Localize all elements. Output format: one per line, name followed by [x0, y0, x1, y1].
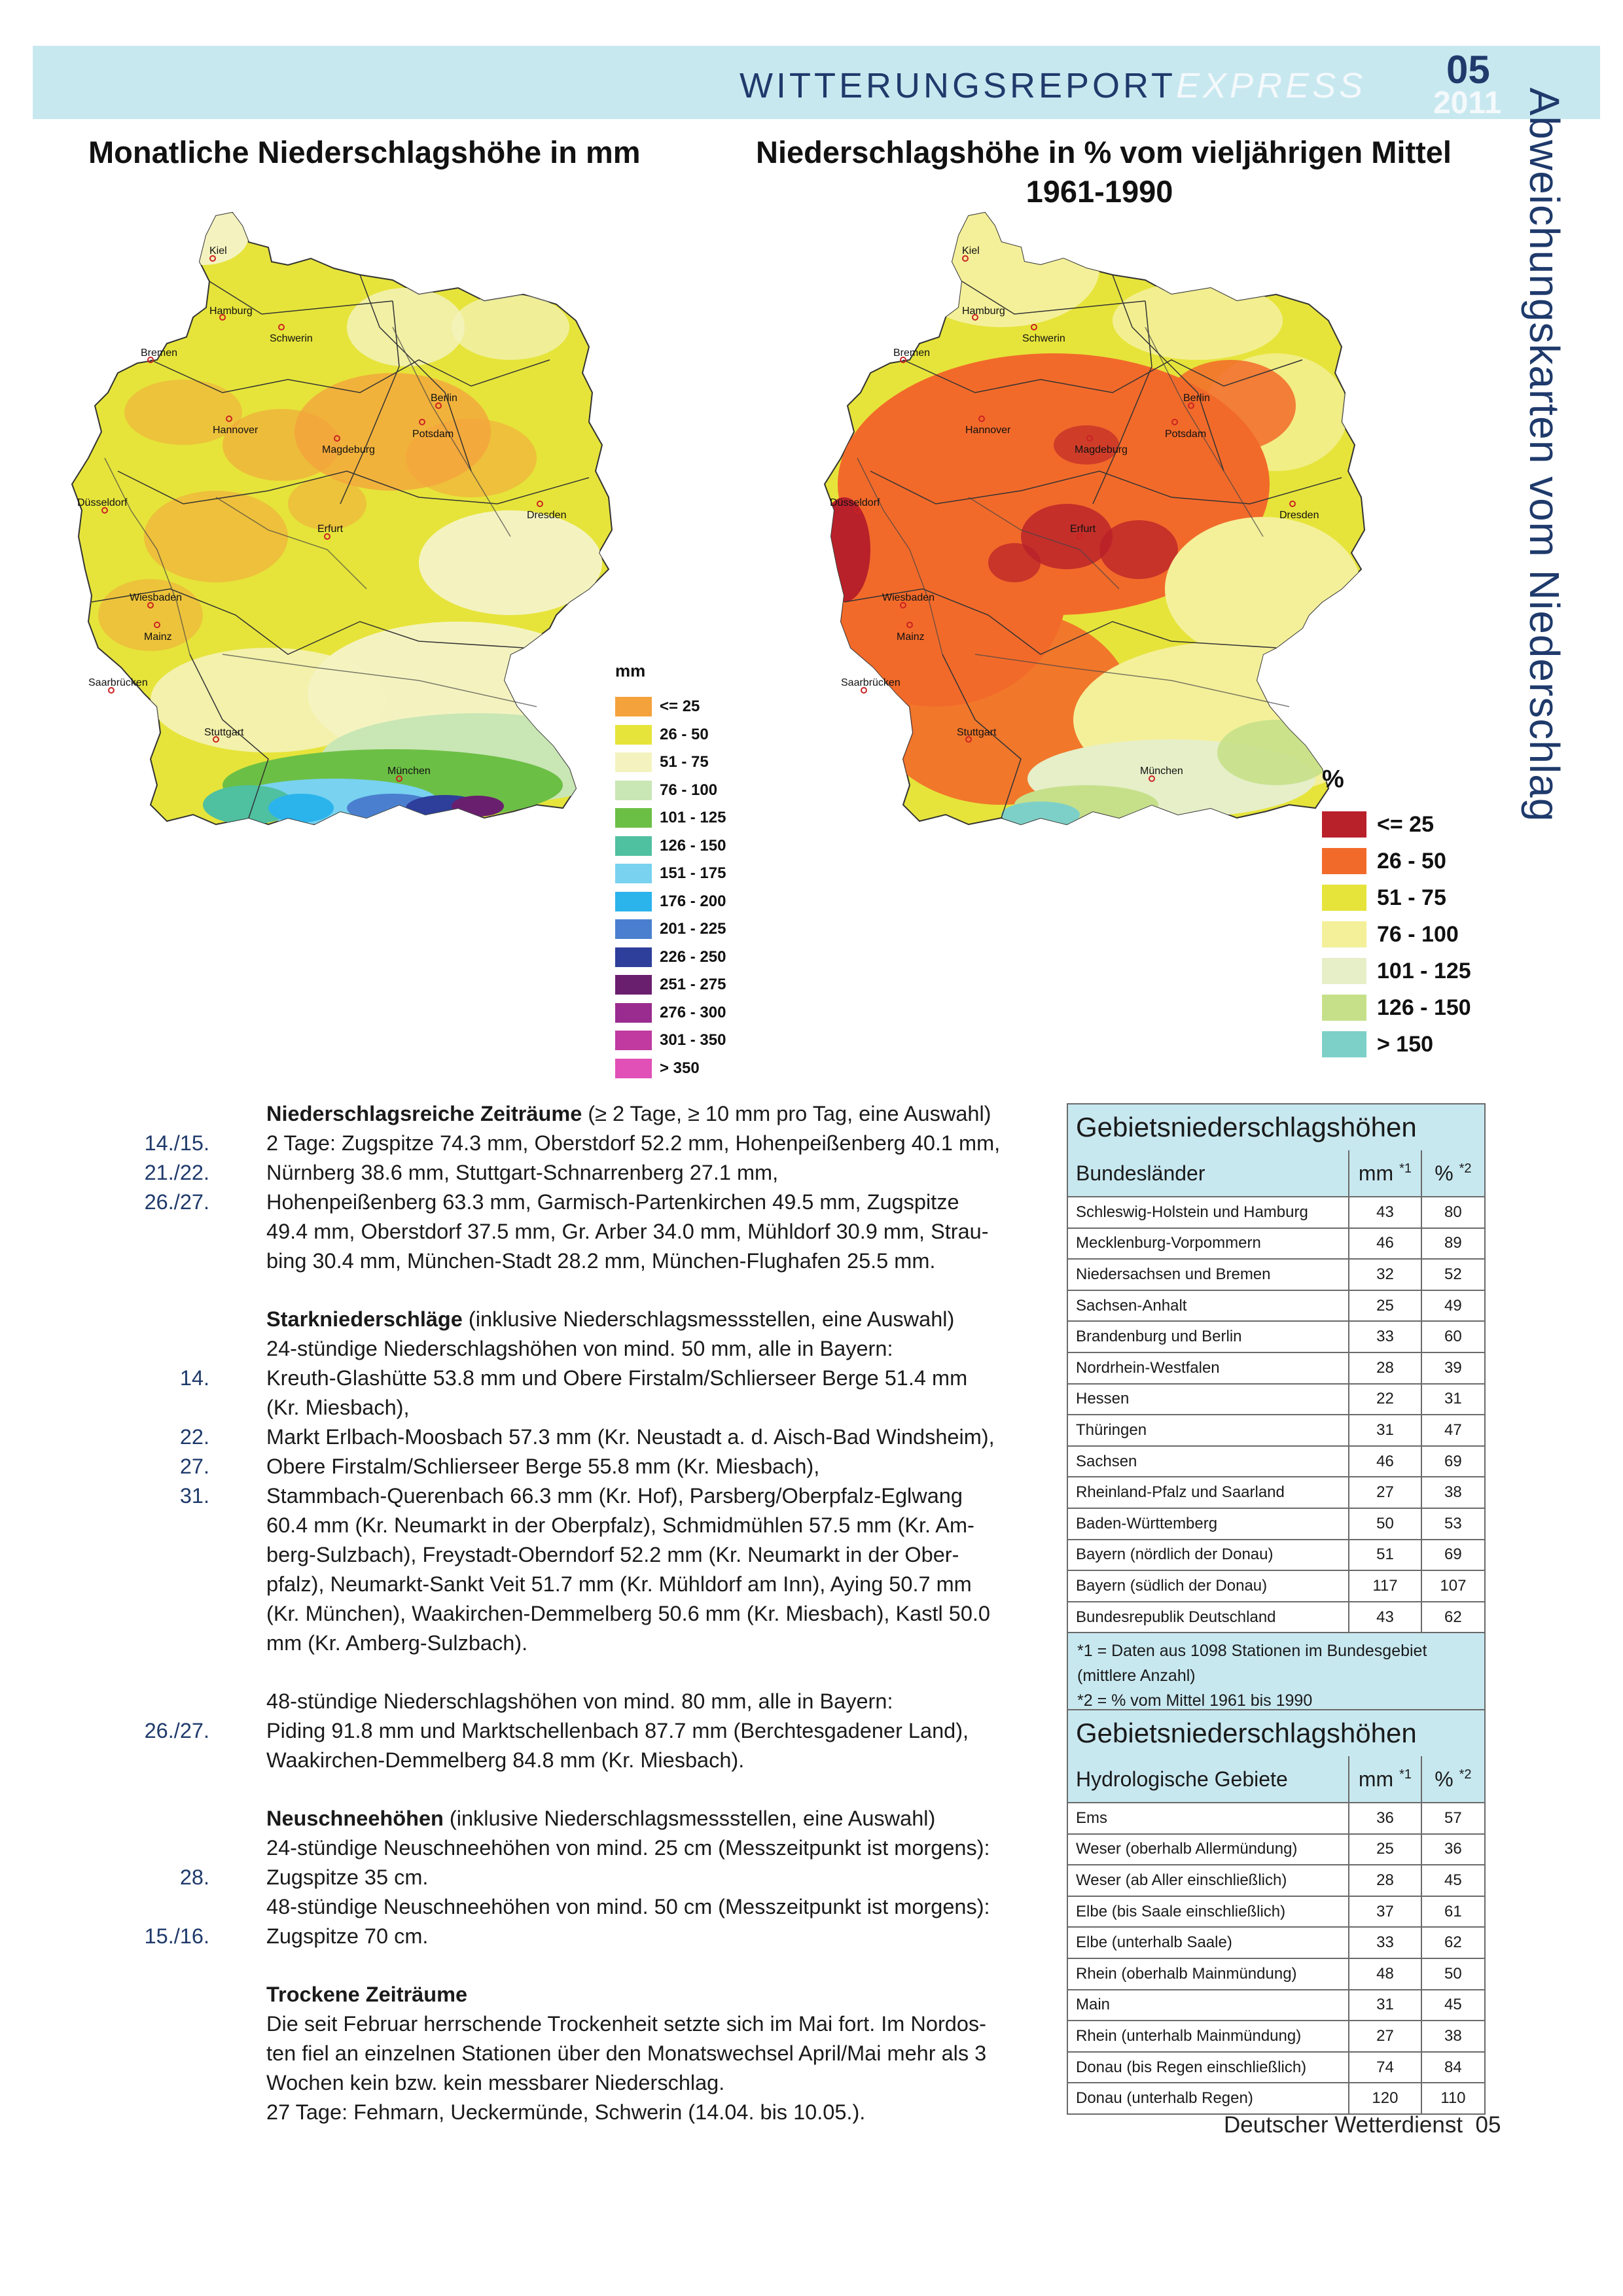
svg-text:Düsseldorf: Düsseldorf — [830, 497, 880, 508]
row-pct: 38 — [1421, 1477, 1485, 1508]
svg-text:Kiel: Kiel — [962, 245, 980, 256]
legend-swatch — [1322, 848, 1366, 874]
legend-swatch — [615, 1031, 652, 1050]
svg-text:Saarbrücken: Saarbrücken — [841, 677, 901, 688]
row-pct: 89 — [1421, 1228, 1485, 1260]
legend-item — [1322, 885, 1446, 911]
legend-item — [1322, 995, 1471, 1021]
table-row — [1067, 2021, 1485, 2052]
table2-col-pct: % $^{*2}$ — [1421, 1756, 1485, 1803]
row-label: Donau (bis Regen einschließlich) — [1067, 2052, 1349, 2083]
legend-item — [615, 919, 726, 939]
row-label: Weser (ab Aller einschließlich) — [1067, 1865, 1349, 1896]
legend-swatch — [615, 725, 652, 745]
row-label: Rhein (unterhalb Mainmündung) — [1067, 2021, 1349, 2052]
table-row — [1067, 1321, 1485, 1352]
legend-item — [615, 947, 726, 967]
legend-swatch — [615, 752, 652, 772]
legend-label: 176 - 200 — [660, 892, 726, 910]
table-row — [1067, 1834, 1485, 1865]
row-pct: 69 — [1421, 1540, 1485, 1571]
row-mm: 27 — [1349, 1477, 1421, 1508]
legend-item — [615, 864, 726, 883]
row-pct: 50 — [1421, 1958, 1485, 1990]
svg-text:Düsseldorf: Düsseldorf — [77, 497, 128, 508]
row-label: Elbe (unterhalb Saale) — [1067, 1927, 1349, 1958]
legend-mm-unit: mm — [615, 661, 646, 680]
row-mm: 33 — [1349, 1927, 1421, 1958]
row-pct: 47 — [1421, 1415, 1485, 1446]
legend-label: 226 - 250 — [660, 947, 726, 966]
row-mm: 46 — [1349, 1228, 1421, 1260]
precipitation-mm-map — [52, 196, 641, 851]
row-label: Sachsen-Anhalt — [1067, 1290, 1349, 1322]
row-mm: 50 — [1349, 1508, 1421, 1540]
svg-text:Erfurt: Erfurt — [317, 523, 344, 535]
svg-text:Mainz: Mainz — [144, 631, 172, 643]
legend-label: 276 - 300 — [660, 1003, 726, 1021]
row-pct: 53 — [1421, 1508, 1485, 1540]
legend-item — [615, 836, 726, 856]
row-label: Bundesrepublik Deutschland — [1067, 1602, 1349, 1633]
row-mm: 120 — [1349, 2083, 1421, 2114]
legend-label: 51 - 75 — [1377, 885, 1446, 910]
svg-text:Hamburg: Hamburg — [209, 306, 253, 317]
svg-text:Bremen: Bremen — [893, 347, 931, 359]
svg-text:Hannover: Hannover — [965, 425, 1011, 436]
svg-text:Potsdam: Potsdam — [1165, 429, 1207, 440]
row-mm: 74 — [1349, 2052, 1421, 2083]
side-title: Abweichungskarten vom Niederschlag — [1521, 87, 1568, 822]
svg-text:Hannover: Hannover — [213, 425, 259, 436]
svg-text:Magdeburg: Magdeburg — [322, 444, 375, 455]
table-row — [1067, 1446, 1485, 1477]
legend-item — [1322, 1031, 1433, 1057]
legend-item — [615, 1059, 700, 1078]
table1-col-label: Bundesländer — [1067, 1150, 1349, 1197]
legend-label: 26 - 50 — [1377, 848, 1446, 874]
legend-item — [1322, 811, 1434, 838]
table-row — [1067, 1570, 1485, 1602]
body-text: Niederschlagsreiche Zeiträume (≥ 2 Tage, ≥ 10 mm pro Tag, eine Auswahl) 14./15. 2 Tage: Zugspitze 74.3 mm, Oberstdorf 52.2 mm, Hohenpeißenberg 40.1 mm, 21./22. Nürnberg 38.6 mm, Stuttgart-Schnarrenberg 27.1 mm, 26./27. Hohenpeißenberg 63.3 mm, Garmisch-Partenkirchen 49.5 mm, Zugspitze 49.4 mm, Oberstdorf 37.5 mm, Gr. Arber 34.0 mm, Mühldorf 30.9 mm, Strau- bing 30.4 mm, München-Stadt 28.2 mm, München-Flughafen 25.5 mm. Starkniederschläge (inklusive Niederschlagsmessstellen, eine Auswahl) 24-stündige Niederschlagshöhen von mind. 50 mm, alle in Bayern: 14. Kreuth-Glashütte 53.8 mm und Obere Firstalm/Schlierseer Berge 51.4 mm (Kr. Miesbach), 22. Markt Erlbach-Moosbach 57.3 mm (Kr. Neustadt a. d. Aisch-Bad Windsheim), 27. Obere Firstalm/Schlierseer Berge 55.8 mm (Kr. Miesbach), 31. Stammbach-Querenbach 66.3 mm (Kr. Hof), Parsberg/Oberpfalz-Eglwang 60.4 mm (Kr. Neumarkt in der Oberpfalz), Schmidmühlen 57.5 mm (Kr. Am- berg-Sulzbach), Freystadt-Oberndorf 52.2 mm (Kr. Neumarkt in der Ober- pfalz), Neumarkt-Sankt Veit 51.7 mm (Kr. Mühldorf am Inn), Aying 50.7 mm (Kr. München), Waakirchen-Demmelberg 50.6 mm (Kr. Miesbach), Kastl 50.0 mm (Kr. Amberg-Sulzbach). 48-stündige Niederschlagshöhen von mind. 80 mm, alle in Bayern: 26./27. Piding 91.8 mm und Marktschellenbach 87.7 mm (Berchtesgadener Land), Waakirchen-Demmelberg 84.8 mm (Kr. Miesbach). Neuschneehöhen (inklusive Niederschlagsmessstellen, eine Auswahl) 24-stündige Neuschneehöhen von mind. 25 cm (Messzeitpunkt ist morgens): 28. Zugspitze 35 cm. 48-stündige Neuschneehöhen von mind. 50 cm (Messzeitpunkt ist morgens): 15./16. Zugspitze 70 cm. Trockene Zeiträume Die seit Februar herrschende Trockenheit setzte sich im Mai fort. Im Nordos- ten fiel an einzelnen Stationen über den Monatswechsel April/Mai mehr als 3 Wochen kein bzw. kein messbarer Niederschlag. 27 Tage: Fehmarn, Ueckermünde, Schwerin (14.04. bis 10.05.). — [144, 1102, 1001, 2124]
legend-item — [615, 1003, 726, 1023]
row-pct: 62 — [1421, 1602, 1485, 1633]
row-label: Schleswig-Holstein und Hamburg — [1067, 1197, 1349, 1228]
page-footer: Deutscher Wetterdienst 05 — [1224, 2112, 1501, 2138]
svg-text:Dresden: Dresden — [1279, 510, 1319, 521]
row-pct: 107 — [1421, 1570, 1485, 1602]
legend-label: 151 - 175 — [660, 864, 726, 882]
right-map-title: Niederschlagshöhe in % vom vieljährigen Mittel — [756, 135, 1452, 169]
row-label: Niedersachsen und Bremen — [1067, 1259, 1349, 1290]
issue-year: 2011 — [1433, 86, 1502, 120]
legend-swatch — [615, 697, 652, 716]
table2-title: Gebietsniederschlagshöhen — [1067, 1710, 1485, 1756]
table-row — [1067, 1290, 1485, 1322]
table-row — [1067, 1508, 1485, 1540]
row-mm: 28 — [1349, 1352, 1421, 1384]
svg-text:Berlin: Berlin — [1183, 393, 1210, 404]
legend-label: 201 - 225 — [660, 920, 726, 938]
legend-label: <= 25 — [1377, 811, 1434, 837]
row-mm: 22 — [1349, 1384, 1421, 1415]
row-mm: 43 — [1349, 1197, 1421, 1228]
legend-swatch — [615, 864, 652, 883]
table1-col-mm: mm $^{*1}$ — [1349, 1150, 1421, 1197]
table-bundeslaender — [1067, 1103, 1486, 1720]
row-label: Nordrhein-Westfalen — [1067, 1352, 1349, 1384]
svg-text:Potsdam: Potsdam — [412, 429, 454, 440]
row-mm: 33 — [1349, 1321, 1421, 1352]
legend-item — [615, 781, 717, 800]
legend-label: 301 - 350 — [660, 1031, 726, 1049]
row-label: Thüringen — [1067, 1415, 1349, 1446]
svg-text:Wiesbaden: Wiesbaden — [130, 592, 183, 603]
table-row — [1067, 1927, 1485, 1958]
row-label: Ems — [1067, 1803, 1349, 1834]
legend-item — [615, 725, 709, 745]
legend-swatch — [615, 975, 652, 995]
svg-text:Magdeburg: Magdeburg — [1075, 444, 1128, 455]
row-label: Bayern (nördlich der Donau) — [1067, 1540, 1349, 1571]
legend-swatch — [615, 892, 652, 911]
row-mm: 25 — [1349, 1290, 1421, 1322]
legend-swatch — [1322, 1031, 1366, 1057]
legend-swatch — [615, 919, 652, 939]
row-label: Sachsen — [1067, 1446, 1349, 1477]
legend-item — [615, 1031, 726, 1050]
row-mm: 36 — [1349, 1803, 1421, 1834]
row-mm: 28 — [1349, 1865, 1421, 1896]
legend-label: <= 25 — [660, 698, 700, 715]
row-label: Baden-Württemberg — [1067, 1508, 1349, 1540]
svg-text:Saarbrücken: Saarbrücken — [88, 677, 148, 688]
table-row — [1067, 1602, 1485, 1633]
table-row — [1067, 1477, 1485, 1508]
legend-label: > 350 — [660, 1059, 700, 1077]
row-mm: 25 — [1349, 1834, 1421, 1865]
legend-item — [1322, 958, 1471, 984]
table-hydrologische-gebiete — [1067, 1709, 1486, 2115]
table1-title: Gebietsniederschlagshöhen — [1067, 1104, 1485, 1150]
legend-item — [1322, 848, 1446, 874]
table-row — [1067, 1958, 1485, 1990]
legend-swatch — [1322, 958, 1366, 984]
legend-label: 51 - 75 — [660, 753, 709, 771]
row-mm: 48 — [1349, 1958, 1421, 1990]
row-label: Hessen — [1067, 1384, 1349, 1415]
precipitation-percent-map — [805, 196, 1394, 851]
row-label: Donau (unterhalb Regen) — [1067, 2083, 1349, 2114]
svg-text:Kiel: Kiel — [209, 245, 227, 256]
table-row — [1067, 1228, 1485, 1260]
table-row — [1067, 1990, 1485, 2021]
row-pct: 69 — [1421, 1446, 1485, 1477]
legend-label: 126 - 150 — [1377, 995, 1471, 1020]
row-label: Rhein (oberhalb Mainmündung) — [1067, 1958, 1349, 1990]
table-row — [1067, 1415, 1485, 1446]
table-row — [1067, 2052, 1485, 2083]
legend-item — [615, 697, 700, 716]
svg-text:Wiesbaden: Wiesbaden — [882, 592, 935, 603]
table-row — [1067, 1259, 1485, 1290]
row-label: Main — [1067, 1990, 1349, 2021]
left-map-title: Monatliche Niederschlagshöhe in mm — [88, 135, 641, 169]
table1-col-pct: % $^{*2}$ — [1421, 1150, 1485, 1197]
legend-label: 126 - 150 — [660, 836, 726, 855]
table2-col-mm: mm $^{*1}$ — [1349, 1756, 1421, 1803]
table-row — [1067, 1803, 1485, 1834]
svg-text:München: München — [1140, 766, 1183, 777]
svg-text:München: München — [387, 766, 431, 777]
legend-label: 101 - 125 — [660, 809, 726, 826]
row-label: Elbe (bis Saale einschließlich) — [1067, 1896, 1349, 1928]
legend-item — [615, 752, 709, 772]
table-row — [1067, 1197, 1485, 1228]
row-label: Brandenburg und Berlin — [1067, 1321, 1349, 1352]
table2-col-label: Hydrologische Gebiete — [1067, 1756, 1349, 1803]
svg-text:Berlin: Berlin — [431, 393, 457, 404]
row-mm: 31 — [1349, 1990, 1421, 2021]
legend-item — [1322, 921, 1459, 947]
row-label: Mecklenburg-Vorpommern — [1067, 1228, 1349, 1260]
legend-swatch — [615, 947, 652, 967]
right-map-period: 1961-1990 — [1026, 174, 1173, 209]
table1-notes: *1 = Daten aus 1098 Stationen im Bundesgebiet (mittlere Anzahl) *2 = % vom Mittel 1961 bis 1990 — [1067, 1633, 1485, 1719]
svg-text:Erfurt: Erfurt — [1070, 523, 1096, 535]
legend-swatch — [1322, 921, 1366, 947]
svg-text:Stuttgart: Stuttgart — [957, 727, 997, 738]
legend-swatch — [1322, 995, 1366, 1021]
svg-text:Hamburg: Hamburg — [962, 306, 1005, 317]
row-pct: 45 — [1421, 1865, 1485, 1896]
row-pct: 110 — [1421, 2083, 1485, 2114]
table-row — [1067, 2083, 1485, 2114]
legend-swatch — [1322, 885, 1366, 911]
row-pct: 45 — [1421, 1990, 1485, 2021]
row-mm: 37 — [1349, 1896, 1421, 1928]
legend-item — [615, 808, 726, 828]
svg-text:Dresden: Dresden — [527, 510, 567, 521]
row-pct: 49 — [1421, 1290, 1485, 1322]
row-pct: 52 — [1421, 1259, 1485, 1290]
row-pct: 62 — [1421, 1927, 1485, 1958]
issue-number: 05 — [1446, 48, 1490, 92]
row-mm: 27 — [1349, 2021, 1421, 2052]
legend-swatch — [615, 781, 652, 800]
row-pct: 57 — [1421, 1803, 1485, 1834]
row-mm: 117 — [1349, 1570, 1421, 1602]
table-row — [1067, 1352, 1485, 1384]
svg-text:Stuttgart: Stuttgart — [204, 727, 244, 738]
legend-swatch — [1322, 811, 1366, 838]
row-pct: 39 — [1421, 1352, 1485, 1384]
table-row — [1067, 1540, 1485, 1571]
row-label: Weser (oberhalb Allermündung) — [1067, 1834, 1349, 1865]
legend-swatch — [615, 836, 652, 856]
row-pct: 31 — [1421, 1384, 1485, 1415]
row-mm: 32 — [1349, 1259, 1421, 1290]
legend-item — [615, 975, 726, 995]
svg-text:Schwerin: Schwerin — [1022, 333, 1065, 344]
table-row — [1067, 1384, 1485, 1415]
row-mm: 31 — [1349, 1415, 1421, 1446]
legend-swatch — [615, 1003, 652, 1023]
table-row — [1067, 1865, 1485, 1896]
row-mm: 46 — [1349, 1446, 1421, 1477]
legend-label: 76 - 100 — [660, 781, 718, 799]
legend-swatch — [615, 808, 652, 828]
row-mm: 43 — [1349, 1602, 1421, 1633]
legend-label: 76 - 100 — [1377, 921, 1459, 947]
legend-label: 101 - 125 — [1377, 958, 1471, 983]
row-pct: 84 — [1421, 2052, 1485, 2083]
row-label: Bayern (südlich der Donau) — [1067, 1570, 1349, 1602]
legend-swatch — [615, 1059, 652, 1078]
row-pct: 60 — [1421, 1321, 1485, 1352]
legend-label: > 150 — [1377, 1031, 1434, 1057]
row-pct: 80 — [1421, 1197, 1485, 1228]
report-title: WITTERUNGSREPORTEXPRESS — [740, 66, 1366, 105]
row-mm: 51 — [1349, 1540, 1421, 1571]
legend-item — [615, 892, 726, 911]
row-pct: 61 — [1421, 1896, 1485, 1928]
legend-percent-unit: % — [1322, 766, 1344, 793]
svg-text:Schwerin: Schwerin — [270, 333, 313, 344]
row-pct: 38 — [1421, 2021, 1485, 2052]
row-pct: 36 — [1421, 1834, 1485, 1865]
legend-label: 26 - 50 — [660, 725, 709, 743]
table-row — [1067, 1896, 1485, 1928]
legend-label: 251 - 275 — [660, 976, 726, 993]
svg-text:Bremen: Bremen — [141, 347, 178, 359]
svg-text:Mainz: Mainz — [897, 631, 925, 643]
row-label: Rheinland-Pfalz und Saarland — [1067, 1477, 1349, 1508]
